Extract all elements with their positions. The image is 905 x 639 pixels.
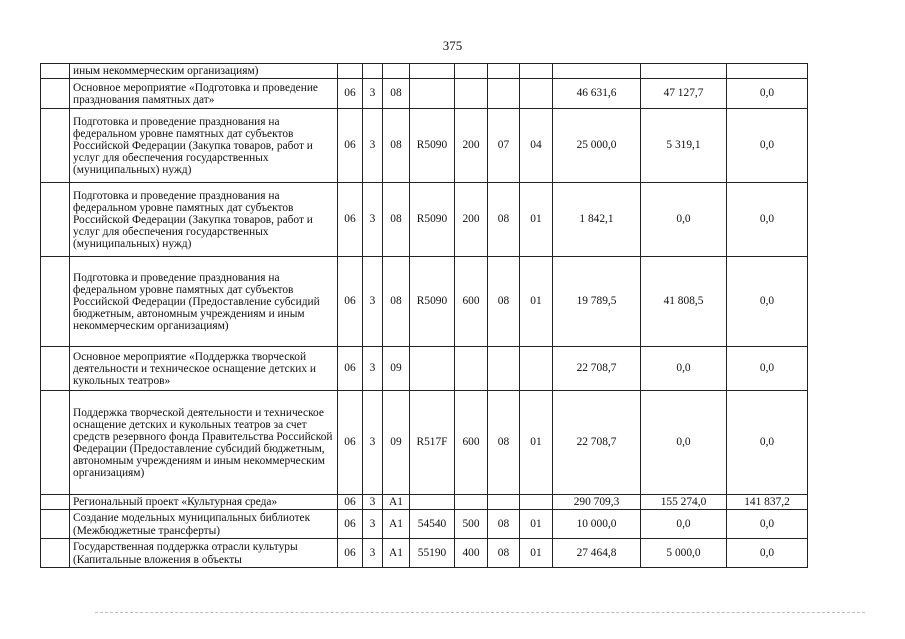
code-cell: 06 [338, 79, 363, 109]
code-cell: 08 [488, 391, 520, 495]
code-cell [455, 347, 488, 391]
table-row [41, 109, 808, 183]
code-cell [410, 495, 455, 510]
amount-cell [553, 64, 641, 79]
table-row [41, 183, 808, 257]
code-cell: 3 [363, 539, 383, 568]
code-cell: R5090 [410, 257, 455, 347]
code-cell: 07 [488, 109, 520, 183]
code-cell: 3 [363, 510, 383, 539]
code-cell [520, 347, 553, 391]
row-index-cell [41, 391, 70, 495]
amount-cell: 1 842,1 [553, 183, 641, 257]
code-cell: 55190 [410, 539, 455, 568]
code-cell: 06 [338, 347, 363, 391]
code-cell [520, 64, 553, 79]
amount-cell [641, 64, 727, 79]
amount-cell: 22 708,7 [553, 391, 641, 495]
table-row [41, 79, 808, 109]
code-cell: 06 [338, 257, 363, 347]
code-cell: 06 [338, 109, 363, 183]
code-cell: 09 [383, 391, 410, 495]
code-cell: 08 [383, 79, 410, 109]
row-index-cell [41, 183, 70, 257]
amount-cell: 5 319,1 [641, 109, 727, 183]
row-description: Государственная поддержка отрасли культуры (Капитальные вложения в объекты [70, 539, 338, 568]
budget-table [40, 63, 808, 568]
table-row [41, 539, 808, 568]
code-cell: 08 [383, 183, 410, 257]
row-index-cell [41, 64, 70, 79]
table-row [41, 257, 808, 347]
row-description: Основное мероприятие «Подготовка и проведение празднования памятных дат» [70, 79, 338, 109]
code-cell [410, 347, 455, 391]
code-cell: 3 [363, 495, 383, 510]
amount-cell: 0,0 [727, 510, 808, 539]
amount-cell: 0,0 [727, 539, 808, 568]
code-cell: 04 [520, 109, 553, 183]
code-cell [410, 64, 455, 79]
table-row [41, 510, 808, 539]
amount-cell: 0,0 [727, 391, 808, 495]
code-cell [455, 64, 488, 79]
code-cell: R517F [410, 391, 455, 495]
amount-cell: 0,0 [727, 109, 808, 183]
row-description: Подготовка и проведение празднования на федеральном уровне памятных дат субъектов Российской Федерации (Закупка товаров, работ и услуг для обеспечения государственных (муниципальных) нужд) [70, 183, 338, 257]
code-cell: 08 [488, 257, 520, 347]
amount-cell: 0,0 [641, 510, 727, 539]
row-index-cell [41, 257, 70, 347]
page-number: 375 [442, 38, 463, 53]
code-cell: А1 [383, 495, 410, 510]
amount-cell [727, 64, 808, 79]
code-cell [520, 495, 553, 510]
amount-cell: 25 000,0 [553, 109, 641, 183]
code-cell: R5090 [410, 183, 455, 257]
code-cell [488, 495, 520, 510]
code-cell: 06 [338, 539, 363, 568]
code-cell: 01 [520, 510, 553, 539]
code-cell: 3 [363, 79, 383, 109]
code-cell [410, 79, 455, 109]
row-index-cell [41, 109, 70, 183]
amount-cell: 155 274,0 [641, 495, 727, 510]
row-description: Подготовка и проведение празднования на федеральном уровне памятных дат субъектов Российской Федерации (Предоставление субсидий бюджетным, автономным учреждениям и иным некоммерческим организациям) [70, 257, 338, 347]
row-description: Поддержка творческой деятельности и техническое оснащение детских и кукольных театров за счет средств резервного фонда Правительства Российской Федерации (Предоставление субсидий бюджетным, автономным учреждениям и иным некоммерческим организациям) [70, 391, 338, 495]
amount-cell: 290 709,3 [553, 495, 641, 510]
amount-cell: 0,0 [727, 79, 808, 109]
code-cell: 3 [363, 347, 383, 391]
amount-cell: 27 464,8 [553, 539, 641, 568]
amount-cell: 0,0 [727, 257, 808, 347]
code-cell: 400 [455, 539, 488, 568]
code-cell [488, 347, 520, 391]
table-row [41, 347, 808, 391]
code-cell: 600 [455, 391, 488, 495]
code-cell: 01 [520, 257, 553, 347]
row-index-cell [41, 79, 70, 109]
code-cell [488, 64, 520, 79]
table-row [41, 391, 808, 495]
amount-cell: 141 837,2 [727, 495, 808, 510]
code-cell [383, 64, 410, 79]
code-cell: 01 [520, 183, 553, 257]
amount-cell: 5 000,0 [641, 539, 727, 568]
amount-cell: 0,0 [727, 347, 808, 391]
code-cell [338, 64, 363, 79]
amount-cell: 22 708,7 [553, 347, 641, 391]
amount-cell: 19 789,5 [553, 257, 641, 347]
code-cell: 600 [455, 257, 488, 347]
amount-cell: 0,0 [641, 391, 727, 495]
code-cell: 08 [488, 183, 520, 257]
table-row [41, 64, 808, 79]
code-cell: 01 [520, 539, 553, 568]
bottom-rule [95, 612, 865, 613]
amount-cell: 10 000,0 [553, 510, 641, 539]
amount-cell: 0,0 [641, 347, 727, 391]
code-cell: 3 [363, 257, 383, 347]
row-index-cell [41, 539, 70, 568]
code-cell: R5090 [410, 109, 455, 183]
code-cell [488, 79, 520, 109]
code-cell: 06 [338, 183, 363, 257]
amount-cell: 0,0 [727, 183, 808, 257]
code-cell: 08 [383, 109, 410, 183]
row-description: Создание модельных муниципальных библиотек (Межбюджетные трансферты) [70, 510, 338, 539]
row-description: Основное мероприятие «Поддержка творческой деятельности и техническое оснащение детских и кукольных театров» [70, 347, 338, 391]
code-cell: 3 [363, 183, 383, 257]
code-cell: 08 [488, 539, 520, 568]
row-description: Подготовка и проведение празднования на федеральном уровне памятных дат субъектов Российской Федерации (Закупка товаров, работ и услуг для обеспечения государственных (муниципальных) нужд) [70, 109, 338, 183]
code-cell: 06 [338, 510, 363, 539]
code-cell: 54540 [410, 510, 455, 539]
code-cell: 200 [455, 109, 488, 183]
amount-cell: 0,0 [641, 183, 727, 257]
row-index-cell [41, 347, 70, 391]
code-cell: 3 [363, 109, 383, 183]
code-cell: 08 [488, 510, 520, 539]
amount-cell: 47 127,7 [641, 79, 727, 109]
code-cell [455, 79, 488, 109]
code-cell: А1 [383, 510, 410, 539]
code-cell [455, 495, 488, 510]
code-cell: 09 [383, 347, 410, 391]
row-description: иным некоммерческим организациям) [70, 64, 338, 79]
code-cell: 06 [338, 495, 363, 510]
row-index-cell [41, 510, 70, 539]
code-cell: 200 [455, 183, 488, 257]
table-row [41, 495, 808, 510]
code-cell [520, 79, 553, 109]
amount-cell: 41 808,5 [641, 257, 727, 347]
code-cell: А1 [383, 539, 410, 568]
amount-cell: 46 631,6 [553, 79, 641, 109]
code-cell [363, 64, 383, 79]
code-cell: 01 [520, 391, 553, 495]
code-cell: 3 [363, 391, 383, 495]
code-cell: 06 [338, 391, 363, 495]
row-description: Региональный проект «Культурная среда» [70, 495, 338, 510]
row-index-cell [41, 495, 70, 510]
code-cell: 08 [383, 257, 410, 347]
code-cell: 500 [455, 510, 488, 539]
